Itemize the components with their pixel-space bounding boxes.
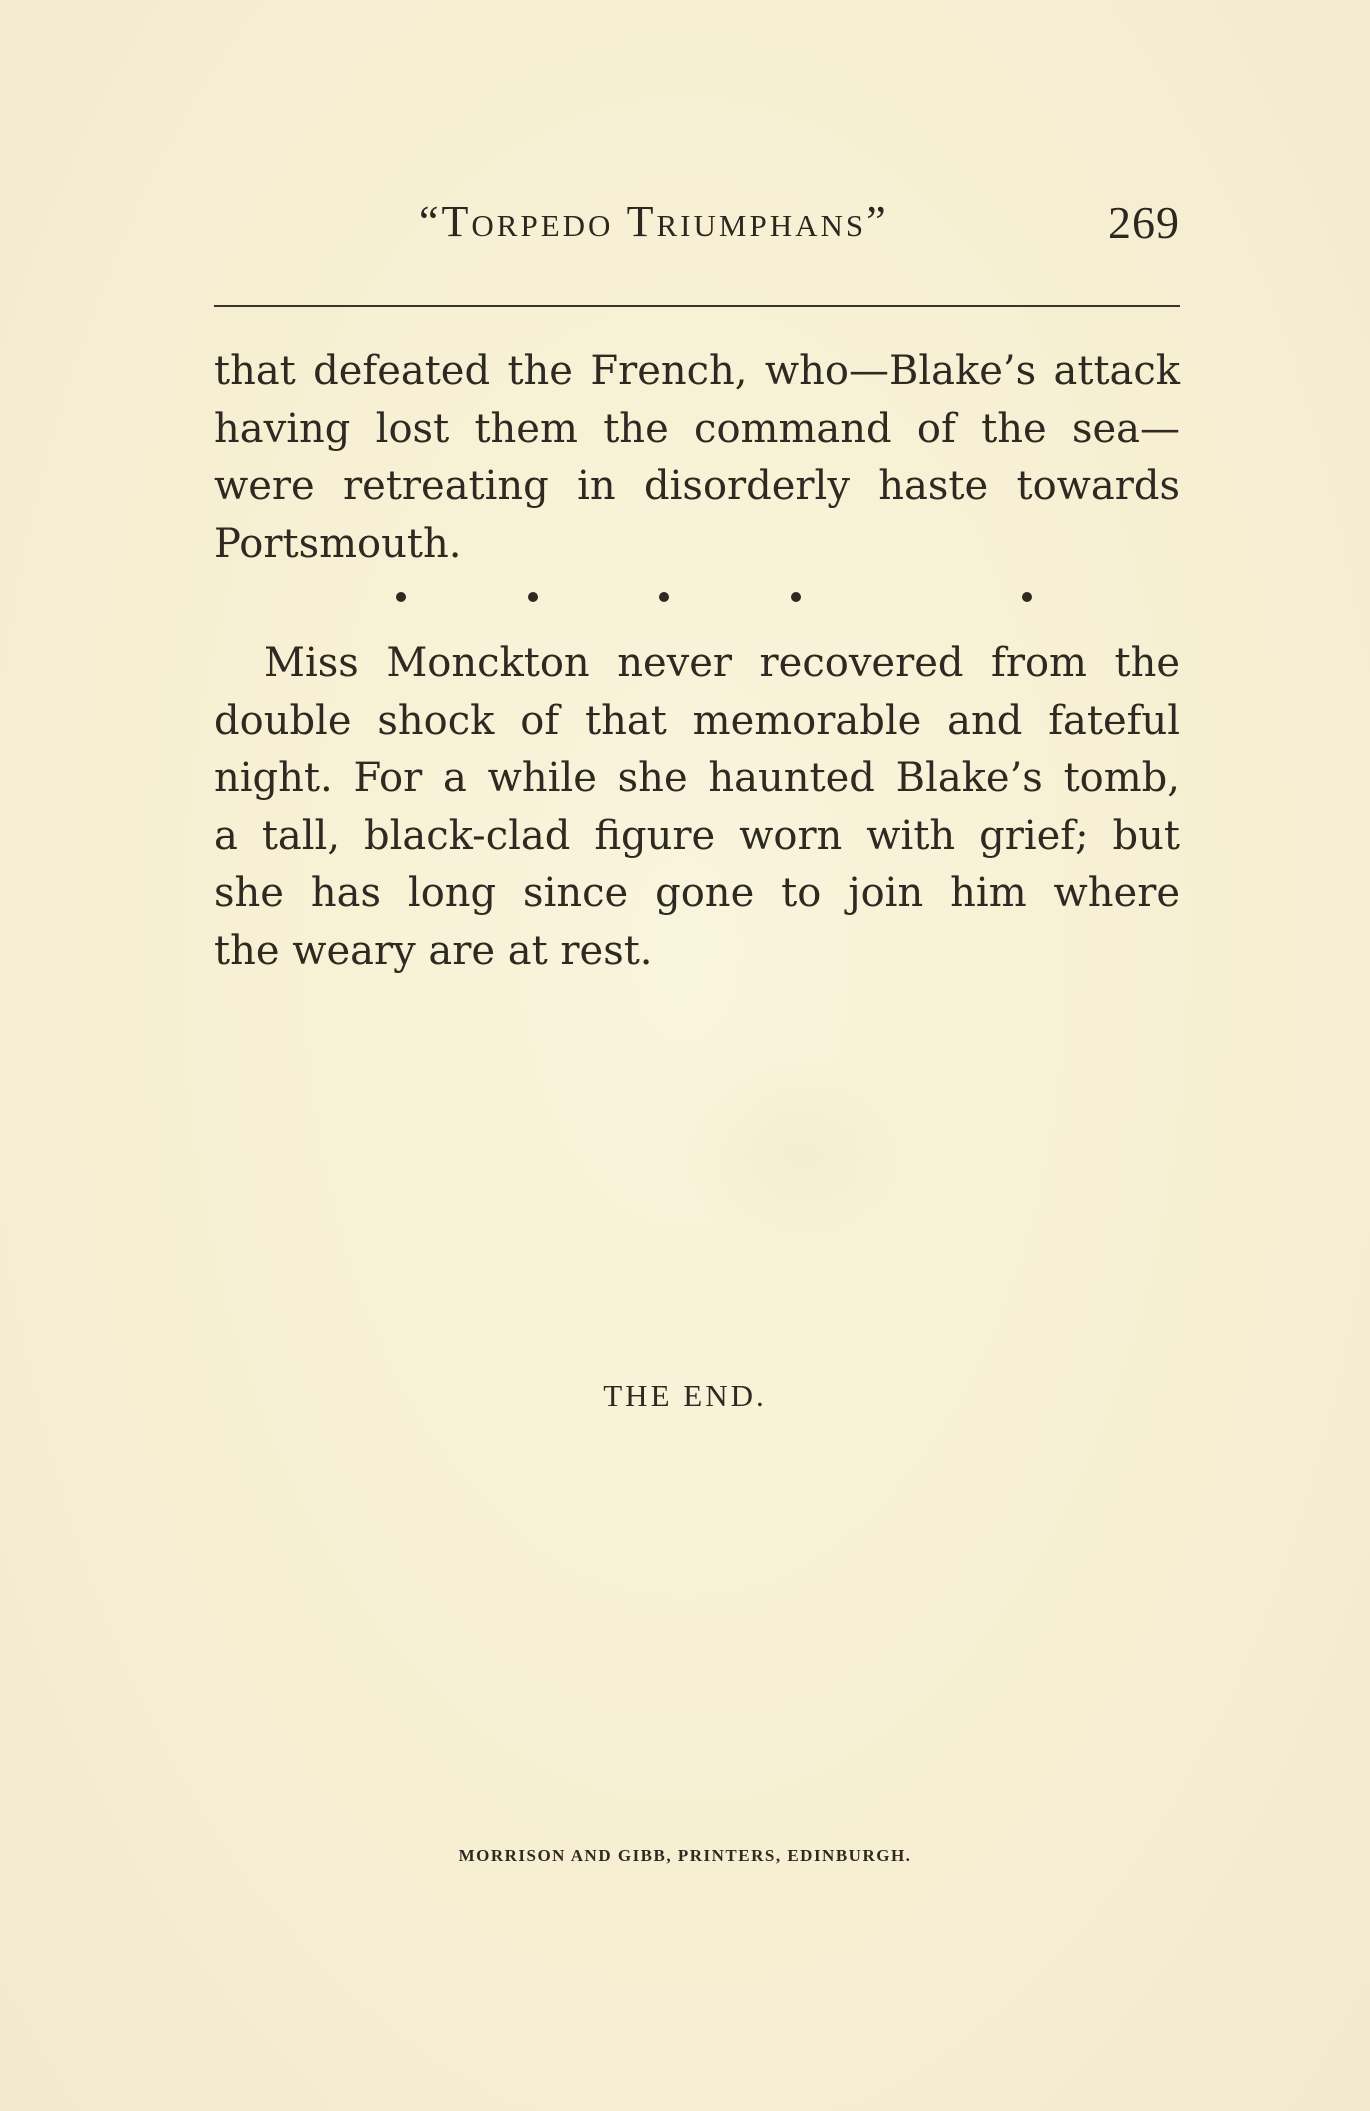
running-head: [214, 196, 1180, 256]
break-dot: [396, 592, 406, 602]
text-line: were retreating in disorderly haste towards: [214, 463, 1180, 509]
break-dot: [659, 592, 669, 602]
text-line: she has long since gone to join him where: [214, 870, 1180, 916]
running-title: “Torpedo Triumphans”: [419, 197, 889, 246]
break-dot: [791, 592, 801, 602]
page-number: 269: [1108, 197, 1180, 248]
text-line: a tall, black-clad figure worn with grief; but: [214, 812, 1180, 859]
text-line: having lost them the command of the sea—: [214, 405, 1180, 452]
text-line: night. For a while she haunted Blake’s tomb,: [214, 755, 1180, 801]
text-line: the weary are at rest.: [214, 927, 653, 974]
the-end: THE END.: [603, 1378, 767, 1413]
header-rule: [214, 305, 1180, 307]
break-dot: [528, 592, 538, 602]
faint-stain: [680, 1055, 920, 1255]
printer-imprint: MORRISON AND GIBB, PRINTERS, EDINBURGH.: [458, 1846, 912, 1865]
text-line: double shock of that memorable and fateful: [214, 697, 1180, 744]
break-dot: [1022, 592, 1032, 602]
section-break: [0, 592, 1370, 622]
paragraph-2: [214, 635, 1180, 980]
text-line: Miss Monckton never recovered from the: [264, 640, 1180, 686]
text-line: Portsmouth.: [214, 520, 462, 567]
text-line: that defeated the French, who—Blake’s attack: [214, 348, 1180, 394]
paragraph-1: [214, 343, 1180, 573]
